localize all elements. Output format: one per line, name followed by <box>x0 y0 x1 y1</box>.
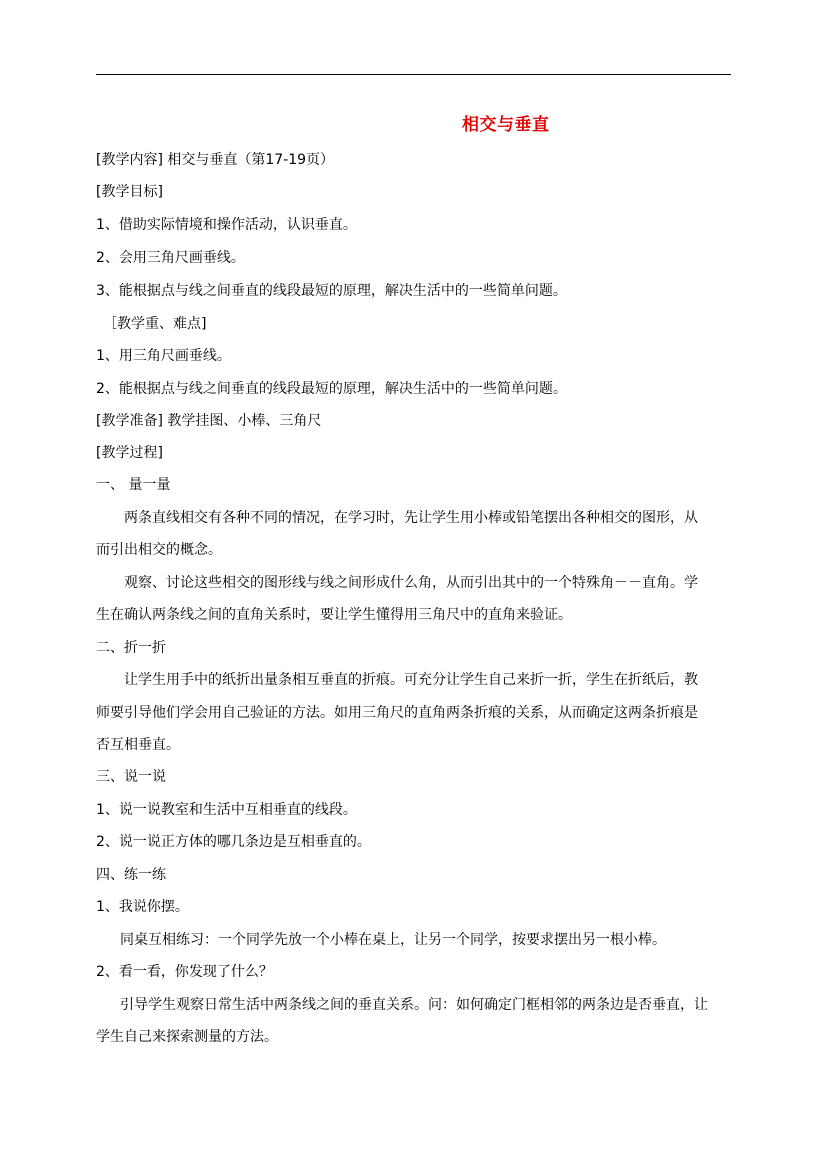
section-3-heading: 三、说一说 <box>96 769 166 785</box>
section-4-item-2-detail-line-1: 引导学生观察日常生活中两条线之间的垂直关系。问：如何确定门框相邻的两条边是否垂直，让 <box>120 997 708 1013</box>
goal-item-3: 3、能根据点与线之间垂直的线段最短的原理，解决生活中的一些简单问题。 <box>96 283 567 299</box>
section-3-item-2: 2、说一说正方体的哪几条边是互相垂直的。 <box>96 834 371 850</box>
document-title: 相交与垂直 <box>462 115 550 135</box>
section-1-paragraph-1-line-2: 而引出相交的概念。 <box>96 542 222 558</box>
section-4-item-2: 2、看一看，你发现了什么？ <box>96 964 273 980</box>
key-points-heading: ［教学重、难点] <box>103 316 207 332</box>
section-1-paragraph-2-line-1: 观察、讨论这些相交的图形线与线之间形成什么角，从而引出其中的一个特殊角－－直角。学 <box>124 575 698 591</box>
section-2-paragraph-line-2: 师要引导他们学会用自己验证的方法。如用三角尺的直角两条折痕的关系，从而确定这两条折痕是 <box>96 705 698 721</box>
section-1-heading: 一、 量一量 <box>96 477 171 493</box>
section-2-paragraph-line-3: 否互相垂直。 <box>96 737 180 753</box>
teaching-preparation-line: [教学准备] 教学挂图、小棒、三角尺 <box>96 413 322 429</box>
section-4-item-1-detail: 同桌互相练习：一个同学先放一个小棒在桌上，让另一个同学，按要求摆出另一根小棒。 <box>120 932 666 948</box>
section-4-heading: 四、练一练 <box>96 867 166 883</box>
goal-item-2: 2、会用三角尺画垂线。 <box>96 250 245 266</box>
key-point-2: 2、能根据点与线之间垂直的线段最短的原理，解决生活中的一些简单问题。 <box>96 381 567 397</box>
section-1-paragraph-1-line-1: 两条直线相交有各种不同的情况，在学习时，先让学生用小棒或铅笔摆出各种相交的图形，从 <box>124 510 698 526</box>
section-2-paragraph-line-1: 让学生用手中的纸折出量条相互垂直的折痕。可充分让学生自己来折一折，学生在折纸后，教 <box>124 672 698 688</box>
section-2-heading: 二、折一折 <box>96 640 166 656</box>
goal-item-1: 1、借助实际情境和操作活动，认识垂直。 <box>96 217 357 233</box>
key-point-1: 1、用三角尺画垂线。 <box>96 348 231 364</box>
teaching-goals-heading: [教学目标] <box>96 184 163 200</box>
teaching-process-heading: [教学过程] <box>96 445 163 461</box>
teaching-content-line: [教学内容] 相交与垂直（第17-19页） <box>96 152 335 168</box>
header-rule <box>96 74 731 75</box>
section-1-paragraph-2-line-2: 生在确认两条线之间的直角关系时，要让学生懂得用三角尺中的直角来验证。 <box>96 607 572 623</box>
section-4-item-2-detail-line-2: 学生自己来探索测量的方法。 <box>96 1029 278 1045</box>
section-3-item-1: 1、说一说教室和生活中互相垂直的线段。 <box>96 802 357 818</box>
section-4-item-1: 1、我说你摆。 <box>96 899 189 915</box>
